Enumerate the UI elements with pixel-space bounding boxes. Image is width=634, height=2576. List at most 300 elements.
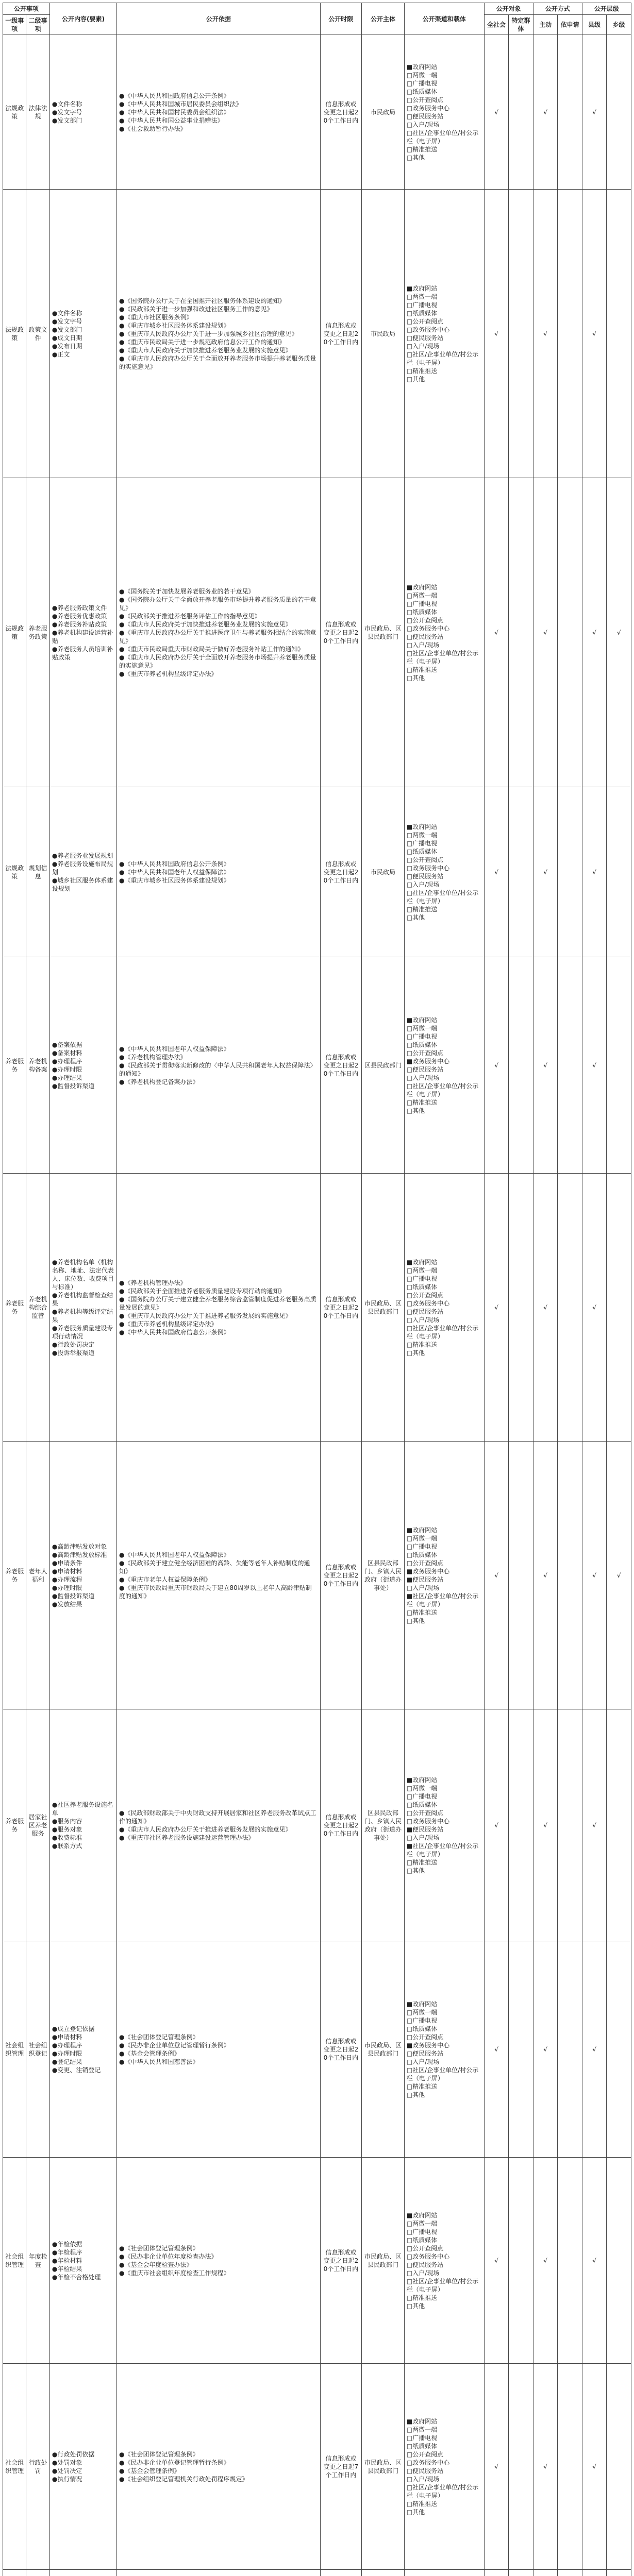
list-item: ●发文字号 xyxy=(52,317,82,325)
check-level-town xyxy=(607,787,631,957)
cell-content xyxy=(49,787,116,957)
list-item: □便民服务站 xyxy=(406,334,444,342)
list-item: □其他 xyxy=(406,1867,425,1874)
list-item: ●年检材料 xyxy=(52,2257,82,2264)
cell-level-1 xyxy=(3,1442,26,1709)
list-item: ●《重庆市养老机构星级评定办法》 xyxy=(119,1320,218,1328)
check-obj-all-text: √ xyxy=(494,2045,498,2053)
header-channel: 公开渠道和载体 xyxy=(404,3,484,35)
list-item: □两微一端 xyxy=(406,1266,438,1274)
list-item: □两微一端 xyxy=(406,2008,438,2016)
list-item: □公开查阅点 xyxy=(406,1049,444,1057)
list-item: ●办理程序 xyxy=(52,1057,82,1065)
cell-level-2 xyxy=(26,1442,49,1709)
check-mode-apply xyxy=(558,478,582,787)
cell-level-1 xyxy=(3,35,26,190)
list-item: □公开查阅点 xyxy=(406,1559,444,1567)
cell-subject xyxy=(362,2364,405,2570)
header-object-group: 公开对象 xyxy=(484,3,533,15)
list-item: ●发文部门 xyxy=(52,116,82,124)
list-item: ●《民政部财政部关于中央财政支持开展居家和社区养老服务改革试点工作的通知》 xyxy=(119,1809,316,1825)
cell-content xyxy=(49,478,116,787)
check-level-county xyxy=(582,1941,607,2158)
list-item: □入户/现场 xyxy=(406,880,440,888)
check-obj-all-text: √ xyxy=(494,2463,498,2470)
check-level-county-text: √ xyxy=(592,2045,596,2053)
cell-basis xyxy=(117,1442,321,1709)
cell-level-1 xyxy=(3,787,26,957)
list-item: □两微一端 xyxy=(406,1024,438,1032)
list-item: ●《国务院关于加快发展养老服务业的若干意见》 xyxy=(119,587,255,595)
check-obj-specific xyxy=(509,787,533,957)
list-item: □入户/现场 xyxy=(406,1316,440,1324)
list-item: □纸质媒体 xyxy=(406,1283,438,1291)
list-item: □公开查阅点 xyxy=(406,96,444,104)
cell-content xyxy=(49,1442,116,1709)
list-item: ●社区养老服务设施名单 xyxy=(52,1801,113,1817)
check-mode-active xyxy=(533,787,558,957)
list-item: □广播电视 xyxy=(406,839,438,847)
table-row xyxy=(3,190,631,478)
table-row xyxy=(3,1941,631,2158)
cell-subject-text: 市民政局、区县民政部门 xyxy=(364,2252,402,2268)
list-item: □精准推送 xyxy=(406,1858,438,1866)
list-item: ●年检结果 xyxy=(52,2265,82,2273)
cell-basis xyxy=(117,2364,321,2570)
header-mode-active: 主动 xyxy=(533,15,558,35)
cell-subject-text: 市民政局、区县民政部门 xyxy=(364,2041,402,2057)
check-level-town xyxy=(607,190,631,478)
cell-time xyxy=(320,1709,362,1941)
list-item: □入户/现场 xyxy=(406,641,440,649)
cell-level-2 xyxy=(26,957,49,1174)
list-item: □纸质媒体 xyxy=(406,1551,438,1558)
list-item: □政务服务中心 xyxy=(406,624,450,632)
table-row xyxy=(3,2158,631,2364)
list-item: ■便民服务站 xyxy=(406,1575,444,1583)
cell-subject xyxy=(362,787,405,957)
cell-time xyxy=(320,1174,362,1442)
check-mode-active-text: √ xyxy=(543,2257,547,2264)
list-item: □广播电视 xyxy=(406,79,438,87)
list-item: ●《社会团体登记管理条例》 xyxy=(119,2450,199,2458)
check-mode-active-text: √ xyxy=(543,1303,547,1311)
check-level-county xyxy=(582,35,607,190)
check-obj-specific xyxy=(509,35,533,190)
list-item: ●《重庆市民政局重庆市财政局关于建立80周岁以上老年人高龄津贴制度的通知》 xyxy=(119,1584,312,1600)
check-level-county xyxy=(582,2364,607,2570)
list-item: □广播电视 xyxy=(406,2434,438,2442)
check-obj-all-text: √ xyxy=(494,1571,498,1579)
cell-time-text: 信息形成或变更之日起20个工作日内 xyxy=(323,100,359,124)
cell-time-text: 信息形成或变更之日起7个工作日内 xyxy=(323,2454,359,2479)
list-item: ●《民办非企业单位登记管理暂行条例》 xyxy=(119,2041,230,2049)
list-item: □纸质媒体 xyxy=(406,2442,438,2450)
check-mode-apply xyxy=(558,1709,582,1941)
cell-content xyxy=(49,1709,116,1941)
cell-content xyxy=(49,1174,116,1442)
cell-time-text: 信息形成或变更之日起20个工作日内 xyxy=(323,1813,359,1837)
cell-level-1-text: 养老服务 xyxy=(5,1057,24,1073)
list-item: ●《重庆市人民政府关于加快推进养老服务业发展的实施意见》 xyxy=(119,620,292,628)
list-item: ■政府网站 xyxy=(406,1258,438,1266)
list-item: ●发文字号 xyxy=(52,108,82,116)
list-item: □入户/现场 xyxy=(406,121,440,128)
cell-subject-text: 市民政局 xyxy=(371,108,396,116)
list-item: ●《重庆市社区服务条例》 xyxy=(119,313,193,321)
header-mode-group: 公开方式 xyxy=(533,3,582,15)
list-item: □广播电视 xyxy=(406,1275,438,1282)
list-item: ●发文部门 xyxy=(52,326,82,333)
cell-content xyxy=(49,2570,116,2576)
list-item: □两微一端 xyxy=(406,1784,438,1792)
list-item: □公开查阅点 xyxy=(406,616,444,624)
disclosure-table xyxy=(3,3,631,2576)
list-item: □纸质媒体 xyxy=(406,608,438,616)
list-item: □两微一端 xyxy=(406,831,438,839)
check-mode-active xyxy=(533,1941,558,2158)
list-item: □社区/企事业单位/村公示栏（电子屏） xyxy=(406,129,479,145)
cell-time-text: 信息形成或变更之日起20个工作日内 xyxy=(323,1295,359,1319)
header-subject: 公开主体 xyxy=(362,3,405,35)
cell-subject xyxy=(362,2570,405,2576)
list-item: □政务服务中心 xyxy=(406,2252,450,2260)
list-item: □社区/企事业单位/村公示栏（电子屏） xyxy=(406,1082,479,1098)
list-item: ●成文日期 xyxy=(52,334,82,342)
list-item: ■便民服务站 xyxy=(406,1825,444,1833)
header-level-2: 二级事项 xyxy=(26,15,49,35)
check-mode-active xyxy=(533,1442,558,1709)
check-level-town xyxy=(607,2364,631,2570)
list-item: □纸质媒体 xyxy=(406,848,438,855)
list-item: □广播电视 xyxy=(406,2016,438,2024)
list-item: □便民服务站 xyxy=(406,1065,444,1073)
cell-level-1 xyxy=(3,1941,26,2158)
cell-time-text: 信息形成或变更之日起20个工作日内 xyxy=(323,860,359,884)
cell-basis xyxy=(117,35,321,190)
check-mode-apply xyxy=(558,1442,582,1709)
list-item: ■政府网站 xyxy=(406,284,438,292)
list-item: ●办理时限 xyxy=(52,1584,82,1591)
cell-level-1-text: 法规政策 xyxy=(5,104,24,120)
list-item: □入户/现场 xyxy=(406,1834,440,1841)
cell-basis xyxy=(117,478,321,787)
cell-level-2 xyxy=(26,2364,49,2570)
check-mode-active xyxy=(533,478,558,787)
cell-subject xyxy=(362,190,405,478)
check-obj-specific xyxy=(509,1709,533,1941)
cell-time-text: 信息形成或变更之日起20个工作日内 xyxy=(323,620,359,645)
list-item: ●正文 xyxy=(52,350,70,358)
cell-basis xyxy=(117,2570,321,2576)
check-level-town xyxy=(607,1709,631,1941)
check-level-county xyxy=(582,787,607,957)
cell-level-2 xyxy=(26,1709,49,1941)
header-level-county: 县级 xyxy=(582,15,607,35)
list-item: □入户/现场 xyxy=(406,342,440,350)
check-obj-specific xyxy=(509,2570,533,2576)
list-item: □社区/企事业单位/村公示栏（电子屏） xyxy=(406,2277,479,2293)
check-mode-active-text: √ xyxy=(543,2045,547,2053)
header-object-all: 全社会 xyxy=(484,15,509,35)
list-item: □广播电视 xyxy=(406,2228,438,2235)
check-mode-active xyxy=(533,190,558,478)
list-item: ●高龄津贴发放标准 xyxy=(52,1551,107,1558)
cell-level-2 xyxy=(26,35,49,190)
cell-level-1-text: 法规政策 xyxy=(5,624,24,640)
list-item: □精准推送 xyxy=(406,1098,438,1106)
check-level-county xyxy=(582,1442,607,1709)
list-item: ●《民政部关于贯彻落实新修改的〈中华人民共和国老年人权益保障法〉的通知》 xyxy=(119,1061,316,1077)
list-item: ●《重庆市社区养老服务设施建设运营管理办法》 xyxy=(119,1834,255,1841)
list-item: ●《重庆市民政局重庆市财政局关于做好养老服务补贴工作的通知》 xyxy=(119,645,304,653)
list-item: ●《社会组织登记管理机关行政处罚程序规定》 xyxy=(119,2475,248,2483)
cell-time xyxy=(320,2158,362,2364)
list-item: ●养老服务优惠政策 xyxy=(52,612,107,620)
cell-level-2-text: 居家社区养老服务 xyxy=(28,1813,47,1837)
list-item: ●《重庆市人民政府办公厅关于全面放开养老服务市场提升养老服务质量的实施意见》 xyxy=(119,653,316,669)
cell-level-1-text: 养老服务 xyxy=(5,1567,24,1583)
cell-subject xyxy=(362,35,405,190)
list-item: □广播电视 xyxy=(406,1032,438,1040)
cell-channel xyxy=(404,1941,484,2158)
check-level-county xyxy=(582,478,607,787)
list-item: ●《养老机构管理办法》 xyxy=(119,1279,187,1286)
check-obj-specific xyxy=(509,2158,533,2364)
cell-content xyxy=(49,1941,116,2158)
list-item: ●《中华人民共和国政府信息公开条例》 xyxy=(119,860,230,868)
check-obj-all-text: √ xyxy=(494,1821,498,1829)
list-item: ●《重庆市人民政府办公厅关于推进养老服务发展的实施意见》 xyxy=(119,1825,292,1833)
list-item: ●《中华人民共和国城市居民委员会组织法》 xyxy=(119,100,242,108)
list-item: ●联系方式 xyxy=(52,1842,82,1850)
cell-content xyxy=(49,2158,116,2364)
cell-time xyxy=(320,35,362,190)
list-item: ●办理时限 xyxy=(52,1065,82,1073)
cell-subject xyxy=(362,957,405,1174)
list-item: ●《民办非企业单位年度检查办法》 xyxy=(119,2252,218,2260)
list-item: ●执行情况 xyxy=(52,2475,82,2483)
cell-level-2-text: 行政处罚 xyxy=(28,2459,47,2475)
cell-channel xyxy=(404,2158,484,2364)
cell-level-1 xyxy=(3,1174,26,1442)
check-obj-all xyxy=(484,2364,509,2570)
list-item: □两微一端 xyxy=(406,71,438,79)
list-item: ●养老机构等级评定结果 xyxy=(52,1308,113,1324)
header-level-town: 乡级 xyxy=(607,15,631,35)
list-item: ●年检程序 xyxy=(52,2248,82,2256)
check-level-county xyxy=(582,1709,607,1941)
check-level-town xyxy=(607,2158,631,2364)
cell-subject xyxy=(362,1709,405,1941)
list-item: ●《国务院办公厅关于建立健全养老服务综合监管制度促进养老服务高质量发展的意见》 xyxy=(119,1295,316,1311)
list-item: ●《中华人民共和国政府信息公开条例》 xyxy=(119,1328,230,1336)
list-item: ●《重庆市人民政府办公厅关于推进医疗卫生与养老服务相结合的实施意见》 xyxy=(119,629,316,645)
list-item: □纸质媒体 xyxy=(406,2025,438,2032)
list-item: □其他 xyxy=(406,2508,425,2516)
table-row xyxy=(3,1174,631,1442)
list-item: ●行政处罚依据 xyxy=(52,2450,95,2458)
list-item: ●《中华人民共和国老年人权益保障法》 xyxy=(119,868,230,876)
list-item: □便民服务站 xyxy=(406,872,444,880)
list-item: ●《社会团体登记管理条例》 xyxy=(119,2244,199,2252)
list-item: ●《民政部关于全面推进养老服务质量建设专项行动的通知》 xyxy=(119,1287,286,1295)
check-obj-specific xyxy=(509,2364,533,2570)
cell-subject-text: 市民政局 xyxy=(371,868,396,876)
list-item: ●城乡社区服务体系建设规划 xyxy=(52,876,113,892)
list-item: ●服务对象 xyxy=(52,1825,82,1833)
check-level-county-text: √ xyxy=(592,108,596,116)
list-item: ●《重庆市人民政府关于加快推进养老服务业发展的实施意见》 xyxy=(119,346,292,354)
list-item: ●《中华人民共和国老年人权益保障法》 xyxy=(119,1045,230,1053)
list-item: □其他 xyxy=(406,1349,425,1357)
cell-level-2-text: 法律法规 xyxy=(28,104,47,120)
list-item: □社区/企事业单位/村公示栏（电子屏） xyxy=(406,350,479,366)
cell-subject-text: 区县民政部门、乡镇人民政府（街道办事处） xyxy=(364,1809,402,1841)
check-obj-specific xyxy=(509,1442,533,1709)
check-mode-active xyxy=(533,35,558,190)
cell-level-2-text: 社会组织登记 xyxy=(28,2041,47,2057)
check-mode-apply xyxy=(558,957,582,1174)
list-item: □精准推送 xyxy=(406,2294,438,2301)
cell-basis xyxy=(117,957,321,1174)
list-item: ●《重庆市社会组织年度检查工作规程》 xyxy=(119,2269,230,2277)
list-item: □两微一端 xyxy=(406,2219,438,2227)
list-item: ■政府网站 xyxy=(406,1776,438,1784)
list-item: □精准推送 xyxy=(406,1608,438,1616)
cell-subject xyxy=(362,1442,405,1709)
cell-level-2-text: 养老机构综合监管 xyxy=(28,1295,47,1319)
list-item: ●处罚决定 xyxy=(52,2467,82,2475)
check-level-town xyxy=(607,478,631,787)
list-item: ■政府网站 xyxy=(406,1526,438,1534)
list-item: □其他 xyxy=(406,375,425,383)
list-item: ●养老机构监督检查结果 xyxy=(52,1291,113,1307)
list-item: □精准推送 xyxy=(406,2082,438,2090)
list-item: ●《民办非企业单位登记管理暂行条例》 xyxy=(119,2459,230,2466)
header-level-group: 公开层级 xyxy=(582,3,631,15)
list-item: ■社区/企事业单位/村公示栏（电子屏） xyxy=(406,1592,479,1608)
list-item: ●年检不合格处理 xyxy=(52,2273,101,2281)
list-item: ●申请材料 xyxy=(52,1567,82,1575)
cell-time xyxy=(320,2364,362,2570)
cell-time xyxy=(320,478,362,787)
list-item: ●《中华人民共和国公益事业捐赠法》 xyxy=(119,116,224,124)
list-item: ●《民政部关于进一步加强和改进社区服务工作的意见》 xyxy=(119,305,273,313)
cell-level-2-text: 年度检查 xyxy=(28,2252,47,2268)
list-item: □其他 xyxy=(406,674,425,682)
check-mode-active-text: √ xyxy=(543,1821,547,1829)
cell-time-text: 信息形成或变更之日起20个工作日内 xyxy=(323,1563,359,1587)
check-level-county xyxy=(582,2158,607,2364)
list-item: ■政府网站 xyxy=(406,2211,438,2219)
cell-level-2 xyxy=(26,190,49,478)
check-obj-all xyxy=(484,478,509,787)
cell-time-text: 信息形成或变更之日起20个工作日内 xyxy=(323,1053,359,1077)
check-level-county xyxy=(582,1174,607,1442)
check-mode-apply xyxy=(558,2570,582,2576)
header-object-specific: 特定群体 xyxy=(509,15,533,35)
header-time: 公开时限 xyxy=(320,3,362,35)
list-item: ●养老服务设施布局规划 xyxy=(52,860,113,876)
list-item: □其他 xyxy=(406,154,425,161)
list-item: □纸质媒体 xyxy=(406,1801,438,1808)
list-item: ●《基金会年度检查办法》 xyxy=(119,2261,193,2268)
list-item: ■社区/企事业单位/村公示栏（电子屏） xyxy=(406,1842,479,1858)
list-item: ■政府网站 xyxy=(406,63,438,71)
list-item: ●《国务院办公厅关于在全国推开社区服务体系建设的通知》 xyxy=(119,297,286,304)
list-item: □其他 xyxy=(406,913,425,921)
cell-subject xyxy=(362,478,405,787)
cell-channel xyxy=(404,1709,484,1941)
list-item: □便民服务站 xyxy=(406,633,444,640)
list-item: ●《重庆市民政局关于进一步规范政府信息公开工作的通知》 xyxy=(119,338,286,346)
list-item: □入户/现场 xyxy=(406,1584,440,1591)
check-level-county-text: √ xyxy=(592,1571,596,1579)
table-header xyxy=(3,3,631,35)
cell-level-2-text: 老年人福利 xyxy=(28,1567,47,1583)
list-item: □入户/现场 xyxy=(406,1074,440,1081)
cell-level-2 xyxy=(26,2158,49,2364)
list-item: □政务服务中心 xyxy=(406,864,450,872)
list-item: ●《重庆市城乡社区服务体系建设规划》 xyxy=(119,876,230,884)
list-item: ●《中华人民共和国村民委员会组织法》 xyxy=(119,108,230,116)
cell-subject-text: 区县民政部门、乡镇人民政府（街道办事处） xyxy=(364,1559,402,1591)
cell-basis xyxy=(117,787,321,957)
table-row xyxy=(3,957,631,1174)
check-obj-all-text: √ xyxy=(494,1303,498,1311)
list-item: ■政府网站 xyxy=(406,823,438,831)
list-item: □便民服务站 xyxy=(406,2261,444,2268)
list-item: □入户/现场 xyxy=(406,2269,440,2277)
list-item: ●《基金会管理条例》 xyxy=(119,2049,180,2057)
check-obj-all-text: √ xyxy=(494,868,498,876)
cell-content xyxy=(49,35,116,190)
list-item: □公开查阅点 xyxy=(406,1291,444,1299)
table-body xyxy=(3,35,631,2576)
check-level-town xyxy=(607,957,631,1174)
cell-subject-text: 市民政局、区县民政部门 xyxy=(364,1299,402,1315)
cell-level-1 xyxy=(3,2364,26,2570)
list-item: ●《养老机构管理办法》 xyxy=(119,1053,187,1061)
check-mode-active-text: √ xyxy=(543,1061,547,1069)
cell-channel xyxy=(404,1174,484,1442)
cell-content xyxy=(49,2364,116,2570)
list-item: □入户/现场 xyxy=(406,2475,440,2483)
cell-subject-text: 市民政局、区县民政部门 xyxy=(364,624,402,640)
list-item: □公开查阅点 xyxy=(406,856,444,863)
check-level-county-text: √ xyxy=(592,629,596,636)
cell-level-1-text: 养老服务 xyxy=(5,1299,24,1315)
cell-level-2-text: 政策文件 xyxy=(28,326,47,342)
list-item: ●变更、注销登记 xyxy=(52,2066,101,2074)
table-row xyxy=(3,2570,631,2576)
list-item: □精准推送 xyxy=(406,1341,438,1348)
list-item: □两微一端 xyxy=(406,591,438,599)
check-obj-all-text: √ xyxy=(494,330,498,337)
cell-basis xyxy=(117,190,321,478)
check-obj-specific xyxy=(509,957,533,1174)
list-item: ●申请材料 xyxy=(52,2033,82,2041)
check-obj-specific xyxy=(509,1174,533,1442)
cell-level-2-text: 养老机构备案 xyxy=(28,1057,47,1073)
check-level-county-text: √ xyxy=(592,2463,596,2470)
check-level-town xyxy=(607,1941,631,2158)
cell-content xyxy=(49,957,116,1174)
list-item: ●办理时限 xyxy=(52,2049,82,2057)
list-item: ●《国务院办公厅关于全面放开养老服务市场提升养老服务质量的若干意见》 xyxy=(119,596,316,612)
header-row-1 xyxy=(3,3,631,15)
